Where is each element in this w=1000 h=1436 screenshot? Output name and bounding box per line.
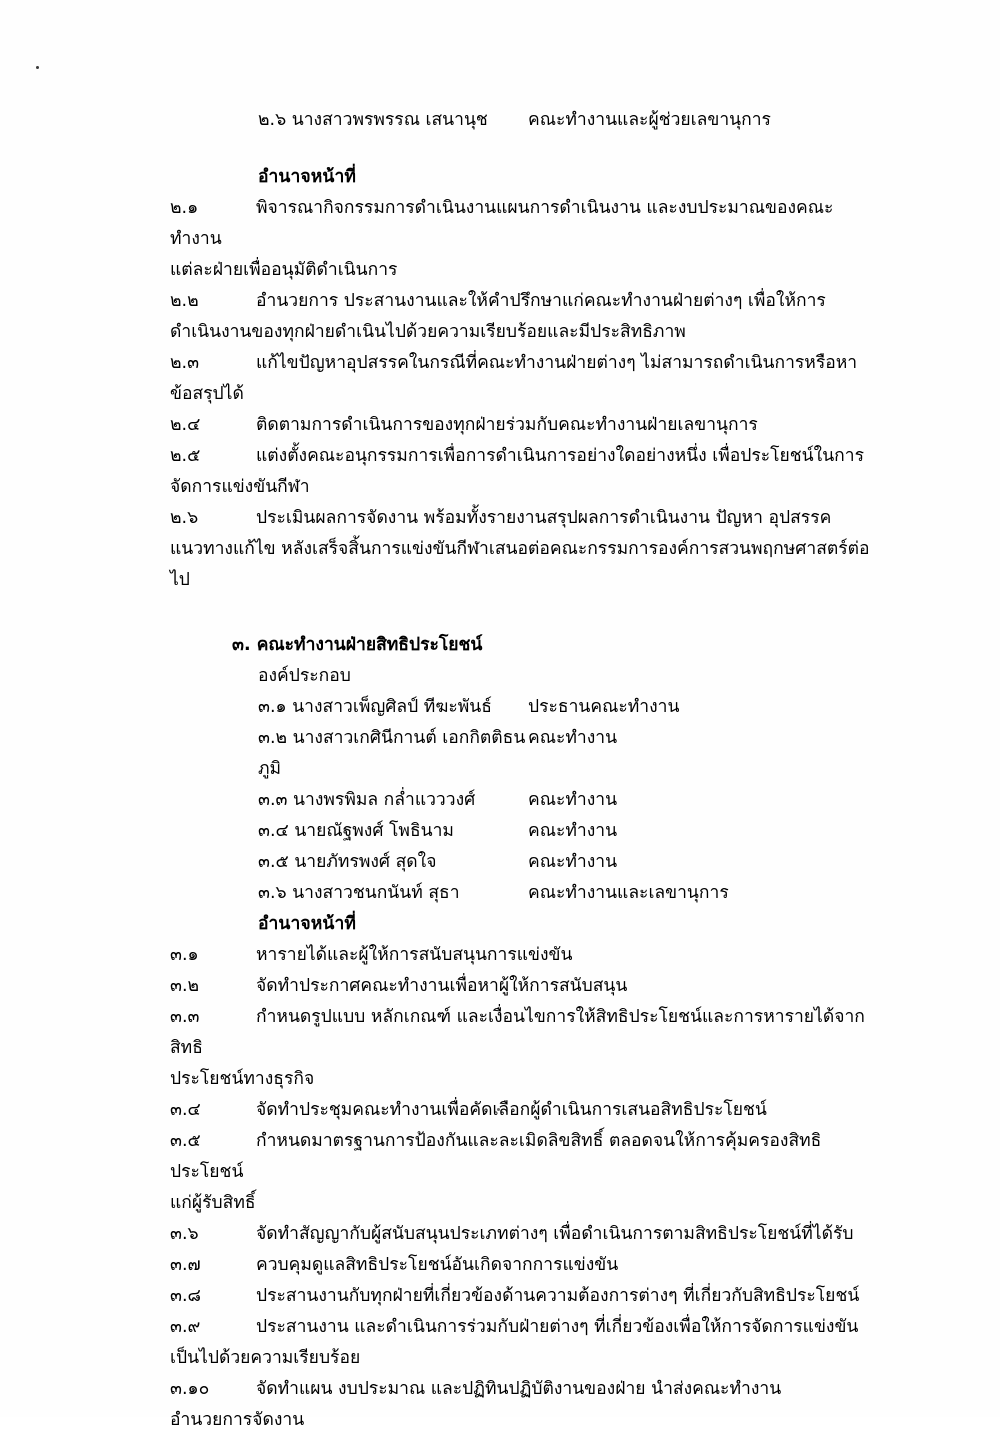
- duty-number: ๓.๓: [170, 1007, 200, 1027]
- committee-member-row: [170, 692, 870, 723]
- duty-number: ๓.๒: [170, 976, 200, 996]
- duty-text: กำหนดมาตรฐานการป้องกันและละเมิดลิขสิทธิ์ ตลอดจนให้การคุ้มครองสิทธิประโยชน์: [170, 1131, 822, 1182]
- committee-member-row: [170, 816, 870, 847]
- member-role: ประธานคณะทำงาน: [528, 697, 680, 717]
- duty-continuation: แนวทางแก้ไข หลังเสร็จสิ้นการแข่งขันกีฬาเสนอต่อคณะกรรมการองค์การสวนพฤกษศาสตร์ต่อไป: [170, 539, 870, 590]
- committee-member-row: [170, 785, 870, 816]
- duty-number: ๓.๖: [170, 1224, 199, 1244]
- duty-continuation: ประโยชน์ทางธุรกิจ: [170, 1069, 315, 1089]
- duty-item: [170, 503, 870, 534]
- member-name: ๓.๑ นางสาวเพ็ญศิลป์ ทีฆะพันธ์: [258, 697, 492, 717]
- duty-continuation: แต่ละฝ่ายเพื่ออนุมัติดำเนินการ: [170, 260, 398, 280]
- duty-text: จัดทำประชุมคณะทำงานเพื่อคัดเลือกผู้ดำเนินการเสนอสิทธิประโยชน์: [256, 1100, 767, 1120]
- duty-continuation: เป็นไปด้วยความเรียบร้อย: [170, 1348, 361, 1368]
- duty-number: ๒.๔: [170, 415, 201, 435]
- committee-member-row: [170, 878, 870, 909]
- duty-text: หารายได้และผู้ให้การสนับสนุนการแข่งขัน: [256, 945, 573, 965]
- duty-number: ๒.๕: [170, 446, 201, 466]
- committee-member-row: [170, 105, 870, 136]
- duty-item: [170, 286, 870, 317]
- section3-duties-heading: อำนาจหน้าที่: [258, 914, 357, 934]
- duty-number: ๓.๘: [170, 1286, 202, 1306]
- duty-text: ประสานงานกับทุกฝ่ายที่เกี่ยวข้องด้านความต้องการต่างๆ ที่เกี่ยวกับสิทธิประโยชน์: [256, 1286, 860, 1306]
- duty-text: ประเมินผลการจัดงาน พร้อมทั้งรายงานสรุปผลการดำเนินงาน ปัญหา อุปสรรค: [256, 508, 832, 528]
- committee-member-row: [170, 723, 870, 785]
- duty-item: [170, 1250, 870, 1281]
- duty-number: ๒.๖: [170, 508, 199, 528]
- duty-continuation: ข้อสรุปได้: [170, 384, 244, 404]
- duty-text: ประสานงาน และดำเนินการร่วมกับฝ่ายต่างๆ ที่เกี่ยวข้องเพื่อให้การจัดการแข่งขัน: [256, 1317, 859, 1337]
- member-role: คณะทำงาน: [528, 821, 618, 841]
- duty-item: [170, 1095, 870, 1126]
- duty-continuation: แก่ผู้รับสิทธิ์: [170, 1193, 256, 1213]
- duty-number: ๒.๑: [170, 198, 199, 218]
- duty-continuation: อำนวยการจัดงาน: [170, 1410, 305, 1430]
- member-role: คณะทำงาน: [528, 790, 618, 810]
- duty-continuation: จัดการแข่งขันกีฬา: [170, 477, 310, 497]
- duty-text: จัดทำสัญญากับผู้สนับสนุนประเภทต่างๆ เพื่อดำเนินการตามสิทธิประโยชน์ที่ได้รับ: [256, 1224, 854, 1244]
- scan-artifact-dot: [36, 66, 39, 69]
- duty-item: [170, 940, 870, 971]
- duty-number: ๓.๔: [170, 1100, 201, 1120]
- member-name: ๒.๖ นางสาวพรพรรณ เสนานุช: [258, 110, 488, 130]
- duty-item: [170, 441, 870, 472]
- section3-composition-heading: องค์ประกอบ: [258, 666, 351, 686]
- duty-item: [170, 193, 870, 255]
- member-name: ๓.๔ นายณัฐพงศ์ โพธินาม: [258, 821, 454, 841]
- member-name: ๓.๕ นายภัทรพงศ์ สุดใจ: [258, 852, 437, 872]
- duty-text: จัดทำประกาศคณะทำงานเพื่อหาผู้ให้การสนับสนุน: [256, 976, 628, 996]
- duty-item: [170, 1312, 870, 1343]
- spacer: [170, 136, 870, 162]
- member-name: ๓.๖ นางสาวชนกนันท์ สุธา: [258, 883, 460, 903]
- member-role: คณะทำงาน: [528, 852, 618, 872]
- member-name: ๓.๒ นางสาวเกศินีกานต์ เอกกิตติธนภูมิ: [258, 728, 526, 779]
- duty-number: ๓.๑๐: [170, 1379, 210, 1399]
- duty-item: [170, 1002, 870, 1064]
- duty-item: [170, 410, 870, 441]
- duty-item: [170, 348, 870, 379]
- member-name: ๓.๓ นางพรพิมล กล่ำแวววงศ์: [258, 790, 476, 810]
- duty-item: [170, 971, 870, 1002]
- duty-item: [170, 1374, 870, 1405]
- duty-number: ๒.๒: [170, 291, 199, 311]
- duty-number: ๒.๓: [170, 353, 200, 373]
- duty-text: ติดตามการดำเนินการของทุกฝ่ายร่วมกับคณะทำงานฝ่ายเลขานุการ: [256, 415, 758, 435]
- duty-text: จัดทำแผน งบประมาณ และปฏิทินปฏิบัติงานของฝ่าย นำส่งคณะทำงาน: [256, 1379, 782, 1399]
- section2-duties-heading: อำนาจหน้าที่: [258, 167, 357, 187]
- duty-number: ๓.๑: [170, 945, 199, 965]
- duty-text: แก้ไขปัญหาอุปสรรคในกรณีที่คณะทำงานฝ่ายต่างๆ ไม่สามารถดำเนินการหรือหา: [256, 353, 858, 373]
- duty-number: ๓.๙: [170, 1317, 201, 1337]
- committee-member-row: [170, 847, 870, 878]
- duty-item: [170, 1126, 870, 1188]
- document-body: [170, 105, 870, 1436]
- member-role: คณะทำงานและผู้ช่วยเลขานุการ: [528, 110, 771, 130]
- duty-text: ควบคุมดูแลสิทธิประโยชน์อันเกิดจากการแข่งขัน: [256, 1255, 619, 1275]
- member-role: คณะทำงาน: [528, 728, 618, 748]
- duty-text: พิจารณากิจกรรมการดำเนินงานแผนการดำเนินงาน และงบประมาณของคณะทำงาน: [170, 198, 834, 249]
- duty-number: ๓.๕: [170, 1131, 201, 1151]
- duty-continuation: ดำเนินงานของทุกฝ่ายดำเนินไปด้วยความเรียบร้อยและมีประสิทธิภาพ: [170, 322, 686, 342]
- duty-text: แต่งตั้งคณะอนุกรรมการเพื่อการดำเนินการอย่างใดอย่างหนึ่ง เพื่อประโยชน์ในการ: [256, 446, 864, 466]
- duty-item: [170, 1219, 870, 1250]
- duty-number: ๓.๗: [170, 1255, 201, 1275]
- duty-text: อำนวยการ ประสานงานและให้คำปรึกษาแก่คณะทำงานฝ่ายต่างๆ เพื่อให้การ: [256, 291, 826, 311]
- section3-title: ๓. คณะทำงานฝ่ายสิทธิประโยชน์: [232, 635, 483, 655]
- spacer: [170, 596, 870, 630]
- duty-item: [170, 1281, 870, 1312]
- member-role: คณะทำงานและเลขานุการ: [528, 883, 729, 903]
- duty-text: กำหนดรูปแบบ หลักเกณฑ์ และเงื่อนไขการให้สิทธิประโยชน์และการหารายได้จากสิทธิ: [170, 1007, 865, 1058]
